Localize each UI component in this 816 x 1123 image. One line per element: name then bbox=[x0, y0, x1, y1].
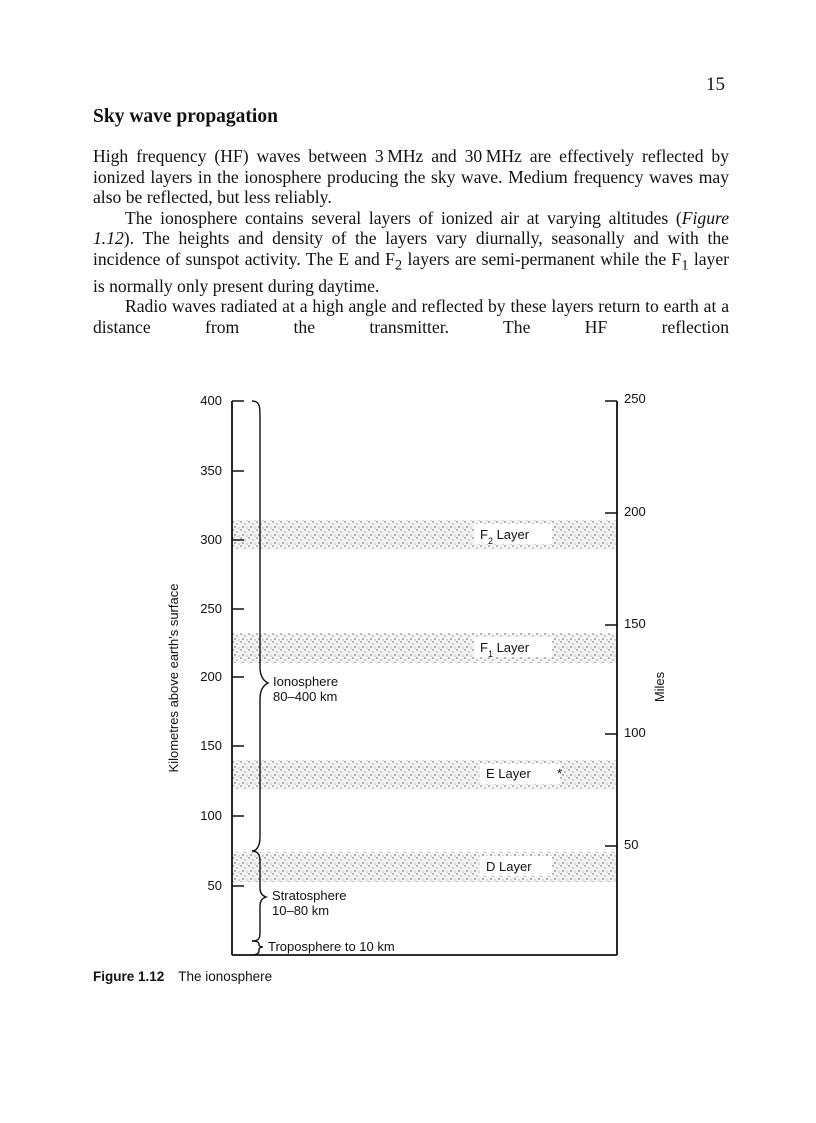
paragraph-2-text-a: The ionosphere contains several layers of ionized air at varying altitudes ( bbox=[125, 207, 682, 228]
km-tick-400: 400 bbox=[200, 393, 222, 408]
paragraph-3-text: Radio waves radiated at a high angle and reflected by these layers return to earth at a distance from the transmitter. The HF reflection bbox=[93, 296, 729, 337]
d-layer-label: D Layer bbox=[486, 859, 532, 874]
stratosphere-range: 10–80 km bbox=[272, 903, 330, 918]
f2-layer-band bbox=[232, 520, 617, 550]
paragraph-2-text-d: layer is normally only present during daytime. bbox=[93, 248, 730, 296]
mile-tick-50: 50 bbox=[624, 837, 639, 852]
mile-tick-200: 200 bbox=[624, 504, 646, 519]
e-layer-marker: * bbox=[557, 766, 563, 781]
km-tick-300: 300 bbox=[200, 532, 222, 547]
f1-layer-label: $F_1$ Layer bbox=[480, 640, 530, 659]
paragraph-2-text-b: ). The heights and density of the layers vary diurnally, seasonally and with the incidence of sunspot activity. The E and F bbox=[93, 228, 729, 269]
km-tick-250: 250 bbox=[200, 601, 222, 616]
figure-caption bbox=[93, 969, 272, 984]
mile-tick-150: 150 bbox=[624, 616, 646, 631]
paragraph-1 bbox=[93, 146, 729, 208]
body-text bbox=[93, 146, 729, 337]
mile-tick-100: 100 bbox=[624, 725, 646, 740]
right-axis-label: Miles bbox=[652, 671, 667, 703]
figure-reference: Figure 1.12 bbox=[93, 207, 729, 248]
paragraph-2-text-c: layers are semi-permanent while the F bbox=[402, 248, 682, 269]
f1-subscript: 1 bbox=[681, 257, 689, 274]
km-tick-50: 50 bbox=[207, 878, 222, 893]
e-layer-label: E Layer bbox=[486, 766, 531, 781]
ionosphere-range: 80–400 km bbox=[273, 689, 338, 704]
ionosphere-diagram bbox=[0, 385, 816, 985]
page-number: 15 bbox=[706, 74, 725, 95]
f2-subscript: 2 bbox=[394, 257, 403, 274]
km-tick-350: 350 bbox=[200, 463, 222, 478]
mile-tick-250: 250 bbox=[624, 391, 646, 406]
ionosphere-figure bbox=[0, 385, 816, 985]
troposphere-brace bbox=[252, 941, 263, 955]
f1-layer-band bbox=[232, 633, 617, 663]
km-tick-200: 200 bbox=[200, 669, 222, 684]
paragraph-3 bbox=[93, 296, 729, 337]
caption-text: The ionosphere bbox=[178, 969, 273, 984]
d-layer-band bbox=[232, 852, 617, 882]
paragraph-2 bbox=[93, 208, 729, 297]
stratosphere-label: Stratosphere bbox=[272, 888, 347, 903]
f2-layer-label: $F_2$ Layer bbox=[480, 527, 530, 546]
ionosphere-label: Ionosphere bbox=[273, 674, 339, 689]
km-tick-100: 100 bbox=[200, 808, 222, 823]
section-heading: Sky wave propagation bbox=[93, 106, 278, 127]
caption-label: Figure 1.12 bbox=[93, 969, 165, 984]
paragraph-1-text: High frequency (HF) waves between 3 MHz and 30 MHz are effectively reflected by ionized layers in the ionosphere producing the sky wave. Medium frequency waves may also be reflected, but less reliably. bbox=[93, 146, 729, 207]
troposphere-label: Troposphere to 10 km bbox=[268, 939, 395, 954]
km-tick-150: 150 bbox=[200, 738, 222, 753]
left-axis-label: Kilometres above earth's surface bbox=[166, 583, 181, 773]
